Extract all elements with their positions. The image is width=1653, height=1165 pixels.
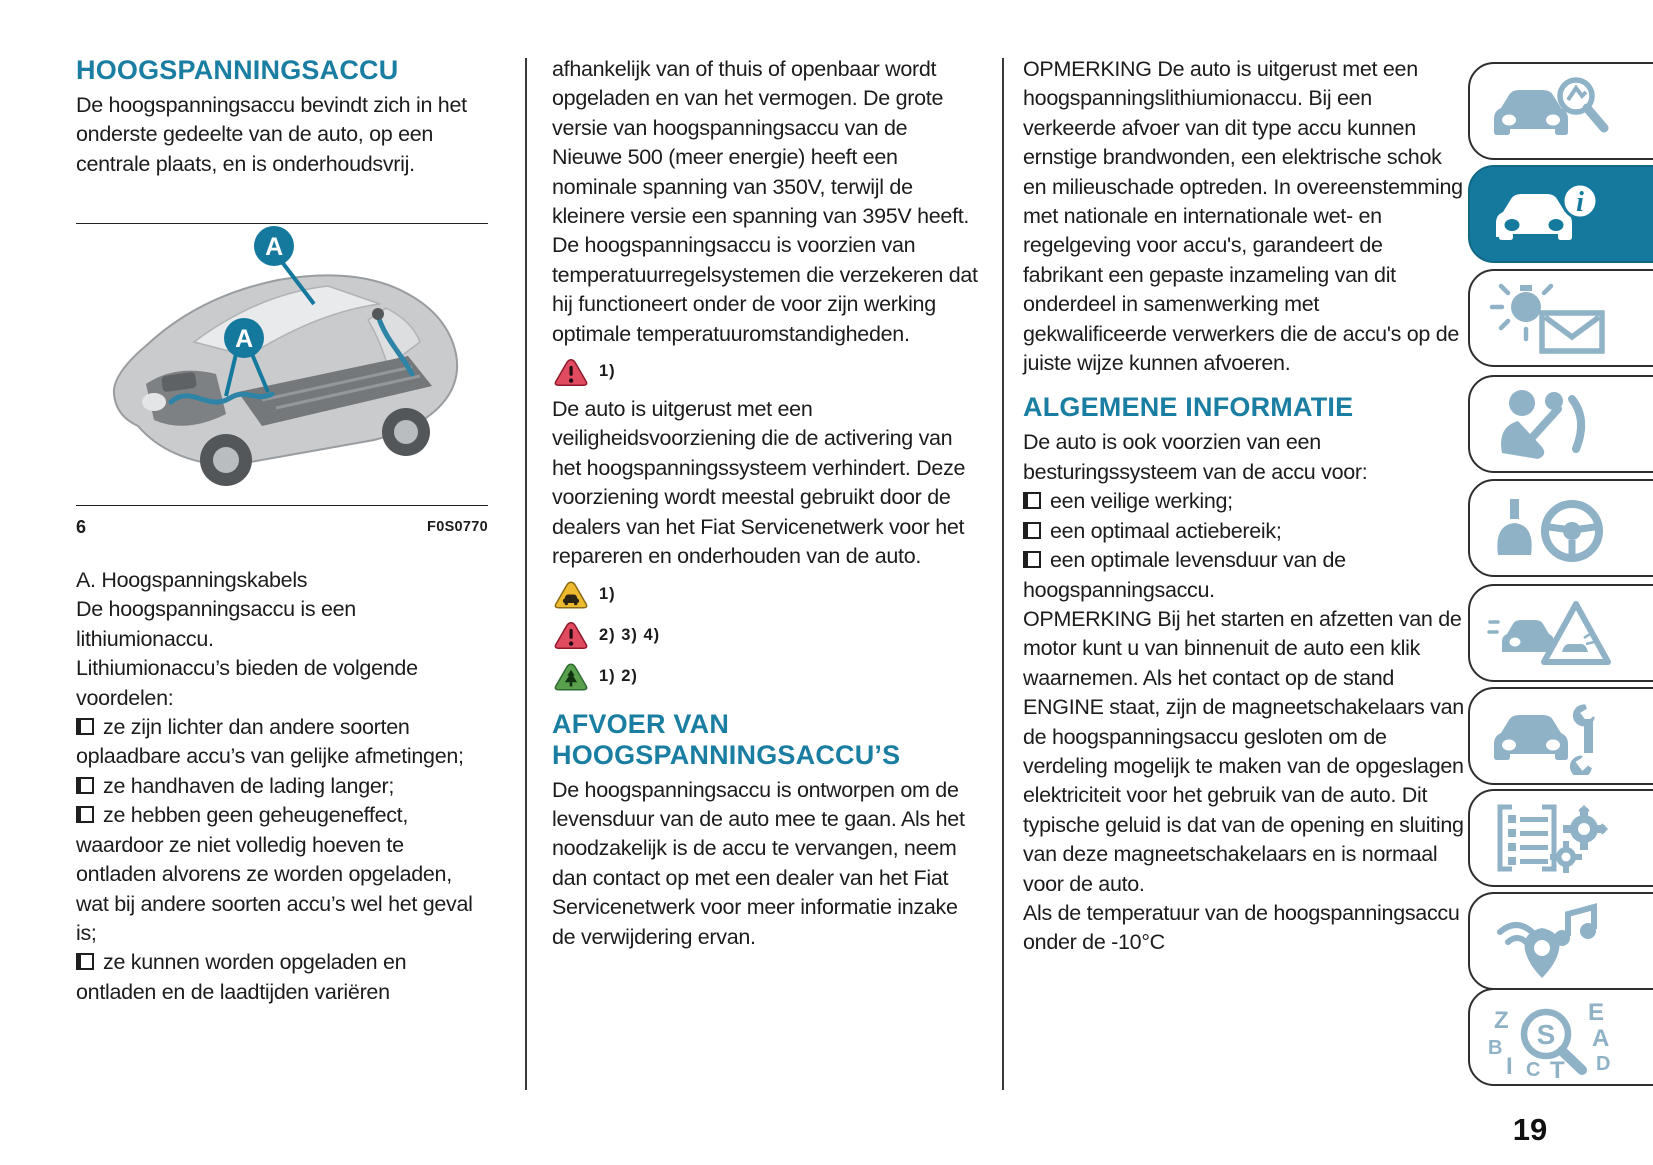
figure-code: F0S0770	[427, 518, 488, 535]
list-gears-icon	[1484, 799, 1614, 877]
paragraph: OPMERKING De auto is uitgerust met een hoogspanningslithiumionaccu. Bij een verkeerde afvoer van dit type accu kunnen ernstige brandwonden, een elektrische schok en milieuschade optreden. In overeenstemming met nationale en internationale wet- en regelgeving voor accu's, garandeert de fabrikant een gepaste inzameling van dit onderdeel in samenwerking met gekwalificeerde verwerkers die de accu's op de juiste wijze kunnen afvoeren.	[1023, 57, 1463, 376]
square-bullet-icon	[1023, 492, 1041, 509]
figure-caption	[76, 513, 488, 542]
sidebar-tab-maintenance[interactable]	[1468, 687, 1653, 785]
paragraph: OPMERKING Bij het starten en afzetten van de motor kunt u van binnenuit de auto een klik waarnemen. Als het contact op de stand ENGINE staat, zijn de magneetschakelaars van de hoogspanningsaccu gesloten om de verdeling mogelijk te maken van de opgeslagen elektriciteit voor het gebruik van de auto. Dit typische geluid is dat van de opening en sluiting van deze magneetschakelaars en is normaal voor de auto.	[1023, 606, 1464, 896]
page-number: 19	[1512, 1112, 1548, 1147]
index-letter: C	[1526, 1059, 1541, 1078]
warning-reference-row	[554, 577, 980, 613]
figure-number: 6	[76, 516, 86, 537]
paragraph: Als de temperatuur van de hoogspanningsaccu onder de -10°C	[1023, 900, 1460, 955]
list-item	[76, 772, 488, 801]
paragraph: De hoogspanningsaccu is een lithiumionaccu.	[76, 597, 356, 651]
list-item	[1023, 487, 1465, 516]
danger-triangle-icon	[554, 357, 588, 388]
list-item-text: een optimaal actiebereik;	[1050, 518, 1282, 543]
list-item	[76, 713, 488, 772]
car-info-icon	[1484, 175, 1614, 253]
section-heading-hoogspanningsaccu: HOOGSPANNINGSACCU	[76, 55, 399, 85]
warning-refs: 2) 3) 4)	[599, 625, 661, 644]
square-bullet-icon	[76, 953, 94, 970]
square-bullet-icon	[76, 806, 94, 823]
paragraph: De auto is uitgerust met een veiligheidsvoorziening die de activering van het hoogspanningssysteem verhindert. Deze voorziening wordt meestal gebruikt door de dealers van het Fiat Servicenetwerk voor het repareren en onderhouden van de auto.	[552, 397, 966, 569]
callout-a1-label: A	[265, 233, 283, 262]
car-wrench-icon	[1484, 697, 1614, 775]
info-glyph: i	[1576, 187, 1584, 218]
warning-refs: 1)	[599, 584, 616, 603]
sidebar-tab-technical-data[interactable]	[1468, 789, 1653, 887]
sidebar-tab-emergency[interactable]	[1468, 584, 1653, 682]
list-item-text: ze kunnen worden opgeladen en ontladen en de laadtijden variëren	[76, 950, 407, 1004]
list-item-text: ze handhaven de lading langer;	[103, 773, 395, 798]
warning-reference-row	[554, 354, 980, 390]
environment-triangle-icon	[554, 662, 588, 692]
list-item	[76, 948, 488, 1007]
warning-refs: 1)	[599, 362, 616, 381]
column-divider	[1002, 58, 1004, 1090]
list-item-text: een veilige werking;	[1050, 489, 1233, 514]
section-tab-rail	[1468, 0, 1653, 1165]
index-letter: E	[1588, 999, 1605, 1026]
square-bullet-icon	[76, 777, 94, 794]
sidebar-tab-index[interactable]	[1468, 988, 1653, 1086]
charge-port	[372, 308, 384, 320]
sidebar-tab-multimedia[interactable]	[1468, 892, 1653, 990]
multimedia-icon	[1484, 902, 1614, 980]
section-heading-algemene-informatie: ALGEMENE INFORMATIE	[1023, 392, 1354, 423]
list-item	[1023, 546, 1465, 605]
list-item-text: een optimale levensduur van de hoogspanningsaccu.	[1023, 548, 1346, 602]
index-search-icon	[1484, 996, 1614, 1078]
index-letter: I	[1506, 1053, 1513, 1078]
car-warning-triangle-icon	[1484, 594, 1614, 672]
paragraph: Lithiumionaccu’s bieden de volgende voordelen:	[76, 656, 418, 710]
index-letter: B	[1488, 1037, 1503, 1059]
car-high-voltage-illustration	[76, 224, 486, 496]
figure-car-illustration	[76, 223, 488, 505]
sidebar-tab-safety[interactable]	[1468, 375, 1653, 473]
list-item-text: ze zijn lichter dan andere soorten oplaadbare accu’s van gelijke afmetingen;	[76, 715, 464, 769]
index-letter-s: S	[1536, 1019, 1556, 1050]
warning-refs: 1) 2)	[599, 666, 638, 685]
section-heading-afvoer: AFVOER VAN HOOGSPANNINGSACCU’S	[552, 708, 901, 770]
warning-light-envelope-icon	[1484, 279, 1614, 357]
column-divider	[525, 58, 527, 1090]
sidebar-tab-vehicle-overview[interactable]	[1468, 62, 1653, 160]
column-right	[1023, 55, 1465, 958]
list-item-text: ze hebben geen geheugeneffect, waardoor ze niet volledig hoeven te ontladen alvorens ze worden opgeladen, wat bij andere soorten accu’s wel het geval is;	[76, 803, 473, 945]
index-letter: Z	[1494, 1007, 1509, 1034]
paragraph: De hoogspanningsaccu is ontworpen om de levensduur van de auto mee te gaan. Als het noodzakelijk is de accu te vervangen, neem dan contact op met een dealer van het Fiat Servicenetwerk voor meer informatie inzake de verwijdering ervan.	[552, 777, 965, 949]
paragraph: afhankelijk van of thuis of openbaar wordt opgeladen en van het vermogen. De grote versie van hoogspanningsaccu van de Nieuwe 500 (meer energie) heeft een nominale spanning van 350V, terwijl de kleinere versie een spanning van 395V heeft. De hoogspanningsaccu is voorzien van temperatuurregelsystemen die verzekeren dat hij functioneert onder de voor zijn werking optimale temperatuuromstandigheden.	[552, 57, 978, 346]
figure-legend: A. Hoogspanningskabels	[76, 568, 308, 593]
sidebar-tab-dashboard-info[interactable]	[1468, 165, 1653, 263]
car-search-icon	[1484, 72, 1614, 150]
gearshift-steering-icon	[1484, 489, 1614, 567]
paragraph: De auto is ook voorzien van een besturingssysteem van de accu voor:	[1023, 430, 1368, 484]
list-item	[76, 801, 488, 948]
paragraph: De hoogspanningsaccu bevindt zich in het onderste gedeelte van de auto, op een centrale plaats, en is onderhoudsvrij.	[76, 93, 467, 176]
danger-triangle-icon	[554, 620, 588, 651]
sidebar-tab-warning-lights[interactable]	[1468, 269, 1653, 367]
square-bullet-icon	[76, 718, 94, 735]
index-letter: A	[1592, 1025, 1610, 1052]
occupant-seatbelt-icon	[1484, 385, 1614, 463]
headlight	[142, 393, 166, 411]
front-wheel-rim	[213, 447, 239, 473]
column-left	[76, 55, 488, 1007]
index-letter: T	[1550, 1057, 1565, 1078]
list-item	[1023, 517, 1465, 546]
callout-a2-label: A	[235, 325, 253, 354]
index-letter: D	[1596, 1053, 1611, 1075]
square-bullet-icon	[1023, 522, 1041, 539]
caution-vehicle-triangle-icon	[554, 580, 588, 610]
rear-wheel-rim	[394, 420, 418, 444]
warning-reference-row	[554, 659, 980, 695]
square-bullet-icon	[1023, 551, 1041, 568]
sidebar-tab-starting-driving[interactable]	[1468, 479, 1653, 577]
warning-reference-row	[554, 618, 980, 654]
column-middle	[552, 55, 980, 952]
